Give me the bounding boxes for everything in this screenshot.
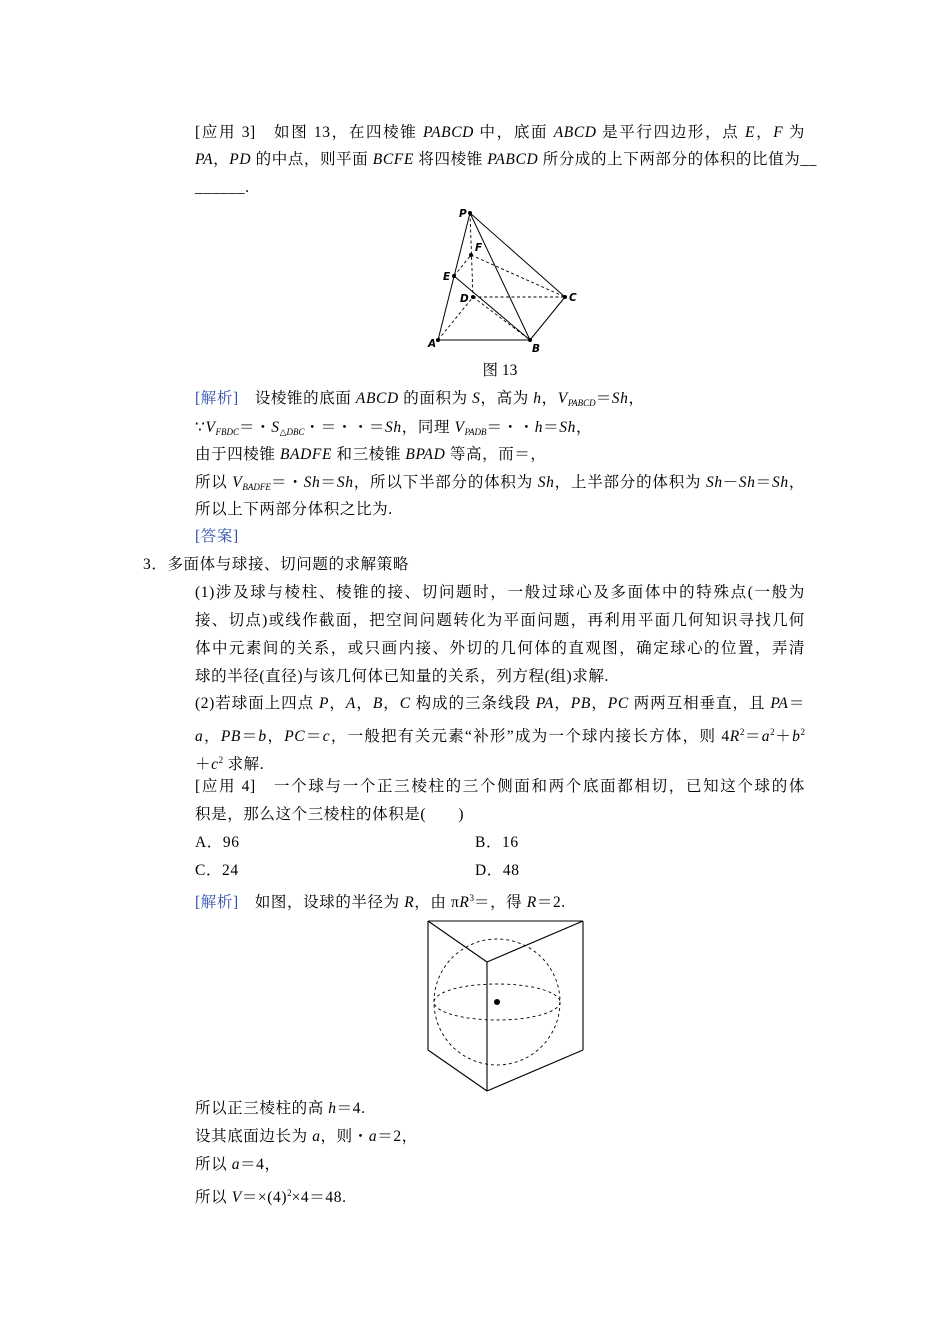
app3-solution-line-1	[195, 389, 645, 409]
label-e: E	[443, 271, 451, 283]
app4-question-line-1: [应用 4] 一个球与一个正三棱柱的三个侧面和两个底面都相切，已知这个球的体	[195, 778, 805, 795]
math-variable: a	[312, 1128, 321, 1145]
sphere-center-point	[494, 999, 500, 1005]
text-run: ，	[788, 474, 805, 491]
text-run: 的中点，则平面	[251, 151, 373, 168]
label-a: A	[428, 338, 437, 350]
text-run: [应用 3] 如图 13，在四棱锥	[195, 124, 424, 141]
strategy-1-line-1: (1)涉及球与棱柱、棱锥的接、切问题时，一般过球心及多面体中的特殊点(一般为	[195, 584, 805, 601]
math-variable: h	[328, 1100, 337, 1117]
text-run: ＝	[744, 728, 762, 745]
point-p	[468, 211, 472, 215]
label-c: C	[569, 292, 577, 304]
math-variable: BPAD	[405, 446, 446, 463]
option-a: A．96	[195, 834, 240, 851]
text-run: (2)若球面上四点	[195, 695, 319, 712]
text-run: ＝・	[270, 474, 304, 491]
section-tag: [解析]	[195, 894, 239, 911]
math-variable: Sh	[771, 474, 789, 491]
text-run: ，	[755, 124, 774, 141]
text-run: ＝	[320, 474, 337, 491]
text-run: ×4＝48.	[291, 1189, 347, 1206]
math-variable: S	[472, 390, 481, 407]
text-run: ，	[329, 695, 346, 712]
text-run: 两两互相垂直，且	[628, 695, 771, 712]
math-variable: a	[761, 728, 771, 745]
math-variable: PA	[535, 695, 554, 712]
strategy-2-line-2	[195, 722, 805, 745]
math-variable: a	[368, 1128, 378, 1145]
math-variable: BADFE	[279, 446, 333, 463]
app4-solution-intro	[195, 888, 566, 911]
math-variable: V	[454, 419, 465, 436]
edge-pc	[470, 213, 565, 297]
text-run: ＝2.	[536, 894, 566, 911]
text-run: ＝2，	[377, 1128, 418, 1145]
superscript: 2	[218, 755, 224, 765]
edge-eb	[454, 276, 530, 340]
text-run: －	[722, 474, 739, 491]
math-variable: c	[322, 728, 331, 745]
app3-question-line-1	[195, 123, 805, 143]
subscript: △DBC	[279, 427, 305, 437]
text-run: 设棱锥的底面	[238, 390, 356, 407]
text-run: ，	[590, 695, 608, 712]
text-run: ，则・	[320, 1128, 369, 1145]
figure-13-pyramid-diagram	[420, 200, 595, 360]
subscript: FBDC	[215, 427, 240, 437]
point-a	[436, 338, 440, 342]
text-run: ，	[266, 728, 285, 745]
text-run: ，	[575, 419, 593, 436]
figure-prism-inscribed-sphere	[420, 912, 595, 1097]
text-run: ，	[382, 695, 400, 712]
math-variable: a	[231, 1156, 241, 1173]
math-variable: Sh	[336, 474, 354, 491]
text-run: 等高，而＝，	[445, 446, 547, 463]
app4-solution-line-4	[195, 1183, 347, 1206]
edge-bc	[530, 297, 565, 340]
text-run: 由于四棱锥	[195, 446, 280, 463]
text-run: ＝，得	[473, 894, 527, 911]
text-run: ，	[213, 151, 230, 168]
app4-question-line-2: 积是，那么这个三棱柱的体积是( )	[195, 806, 465, 823]
text-run: 设其底面边长为	[195, 1128, 313, 1145]
math-variable: PA	[195, 151, 214, 168]
app3-question-line-3	[195, 178, 250, 198]
text-run: 和三棱锥	[332, 446, 406, 463]
math-variable: C	[399, 695, 411, 712]
text-run: ，	[553, 695, 571, 712]
text-run: ＝	[305, 728, 323, 745]
math-variable: PD	[229, 151, 252, 168]
text-run: ，	[355, 695, 373, 712]
point-b	[528, 338, 532, 342]
text-run: ＝	[788, 695, 805, 712]
text-run: 如图，设球的半径为	[238, 894, 405, 911]
math-variable: PABCD	[423, 124, 474, 141]
app4-solution-line-2	[195, 1127, 418, 1147]
math-variable: Sh	[611, 390, 629, 407]
math-variable: h	[534, 419, 544, 436]
text-run: ，一般把有关元素“补形”成为一个球内接长方体，则 4	[330, 728, 730, 745]
prism-top-right-edge	[487, 921, 583, 962]
text-run: ，所以下半部分的体积为	[353, 474, 538, 491]
math-variable: b	[258, 728, 267, 745]
text-run: ＝	[755, 474, 772, 491]
superscript: 2	[800, 727, 805, 737]
math-variable: V	[231, 1189, 242, 1206]
math-variable: PC	[607, 695, 629, 712]
superscript: 2	[287, 1188, 292, 1198]
text-run: 是平行四边形，点	[596, 124, 745, 141]
text-run: ，同理	[401, 419, 455, 436]
text-run: ＝4，	[240, 1156, 281, 1173]
app3-solution-line-5	[195, 500, 393, 520]
text-run: 所以	[195, 1156, 232, 1173]
math-variable: PABCD	[487, 151, 539, 168]
subscript: PABCD	[567, 398, 596, 408]
text-run: 所以	[195, 474, 233, 491]
math-variable: F	[773, 124, 784, 141]
point-d	[471, 295, 475, 299]
text-run: 所以正三棱柱的高	[195, 1100, 329, 1117]
app3-solution-line-4	[195, 473, 805, 493]
option-c: C．24	[195, 862, 239, 879]
label-p: P	[459, 208, 467, 220]
text-run: ＋	[195, 756, 212, 773]
math-variable: V	[557, 390, 568, 407]
hidden-edge-fc	[471, 255, 565, 297]
superscript: 2	[739, 727, 745, 737]
text-run: ______.	[195, 179, 250, 196]
math-variable: b	[792, 728, 801, 745]
subscript: BADFE	[242, 482, 271, 492]
math-variable: PA	[770, 695, 789, 712]
app4-solution-line-1	[195, 1099, 366, 1119]
superscript: 3	[469, 893, 474, 903]
text-run: 所以	[195, 1189, 232, 1206]
math-variable: R	[459, 894, 470, 911]
app3-solution-line-3	[195, 445, 547, 465]
section-tag: [解析]	[195, 390, 239, 407]
app3-solution-line-2	[195, 418, 592, 438]
superscript: 2	[770, 727, 775, 737]
math-variable: V	[232, 474, 243, 491]
app3-answer	[195, 527, 239, 547]
text-run: ＝	[543, 419, 560, 436]
text-run: 构成的三条线段	[410, 695, 536, 712]
math-variable: PB	[220, 728, 241, 745]
text-run: ＋	[774, 728, 793, 745]
point-f	[469, 253, 473, 257]
math-variable: R	[526, 894, 537, 911]
math-variable: BCFE	[372, 151, 414, 168]
prism-bottom-right-edge	[487, 1050, 583, 1091]
text-run: ＝	[595, 390, 612, 407]
math-variable: ABCD	[355, 390, 399, 407]
figure-13-caption: 图 13	[482, 362, 518, 379]
text-run: ∵	[195, 419, 206, 436]
math-variable: PC	[284, 728, 306, 745]
label-d: D	[460, 293, 469, 305]
math-variable: R	[729, 728, 740, 745]
prism-bottom-left-edge	[428, 1050, 487, 1091]
app4-solution-line-3	[195, 1155, 281, 1175]
math-variable: P	[318, 695, 330, 712]
text-run: ，	[628, 390, 645, 407]
edge-pb	[470, 213, 530, 340]
text-run: ，上半部分的体积为	[554, 474, 706, 491]
option-b: B．16	[475, 834, 519, 851]
strategy-1-line-4: 球的半径(直径)与该几何体已知量的关系，列方程(组)求解.	[195, 668, 609, 685]
text-run: 中，底面	[473, 124, 554, 141]
strategy-1-line-2: 接、切点)或线作截面，把空间问题转化为平面问题，再利用平面几何知识寻找几何	[195, 612, 805, 629]
label-f: F	[475, 242, 483, 254]
math-variable: V	[205, 419, 216, 436]
math-variable: Sh	[705, 474, 723, 491]
math-variable: Sh	[537, 474, 555, 491]
text-run: ，高为	[480, 390, 534, 407]
math-variable: Sh	[303, 474, 321, 491]
point-e	[452, 274, 456, 278]
math-variable: h	[533, 390, 542, 407]
strategy-1-line-3: 体中元素间的关系，或只画内接、外切的几何体的直观图，确定球心的位置，弄清	[195, 640, 805, 657]
option-d: D．48	[475, 862, 520, 879]
label-b: B	[532, 343, 541, 355]
math-variable: B	[372, 695, 383, 712]
math-variable: c	[211, 756, 219, 773]
math-variable: a	[195, 728, 204, 745]
text-run: 的面积为	[398, 390, 473, 407]
math-variable: E	[744, 124, 756, 141]
text-run: ，由 π	[414, 894, 460, 911]
math-variable: A	[345, 695, 356, 712]
strategy-2-line-1	[195, 694, 805, 714]
text-run: ＝×(4)	[241, 1189, 288, 1206]
text-run: ，	[541, 390, 558, 407]
math-variable: R	[404, 894, 415, 911]
math-variable: Sh	[738, 474, 756, 491]
math-variable: Sh	[385, 419, 402, 436]
subscript: PADB	[464, 427, 487, 437]
text-run: ＝・・	[486, 419, 535, 436]
math-variable: ABCD	[553, 124, 597, 141]
text-run: 求解.	[223, 756, 265, 773]
text-run: 将四棱锥	[413, 151, 488, 168]
math-variable: PB	[570, 695, 591, 712]
text-run: ＝・	[239, 419, 272, 436]
text-run: 所分成的上下两部分的体积的比值为__	[538, 151, 818, 168]
text-run: ・＝・・＝	[304, 419, 386, 436]
strategy-2-line-3	[195, 750, 265, 773]
text-run: 所以上下两部分体积之比为.	[195, 501, 393, 518]
text-run: 为	[783, 124, 805, 141]
hidden-edge-db	[473, 297, 530, 340]
point-c	[563, 295, 567, 299]
text-run: ，	[203, 728, 221, 745]
math-variable: Sh	[559, 419, 576, 436]
text-run: ＝	[240, 728, 259, 745]
math-variable: S	[271, 419, 280, 436]
section-3-heading: 3．多面体与球接、切问题的求解策略	[143, 556, 409, 573]
section-tag: [答案]	[195, 528, 239, 545]
app3-question-line-2	[195, 150, 817, 170]
text-run: ＝4.	[336, 1100, 366, 1117]
